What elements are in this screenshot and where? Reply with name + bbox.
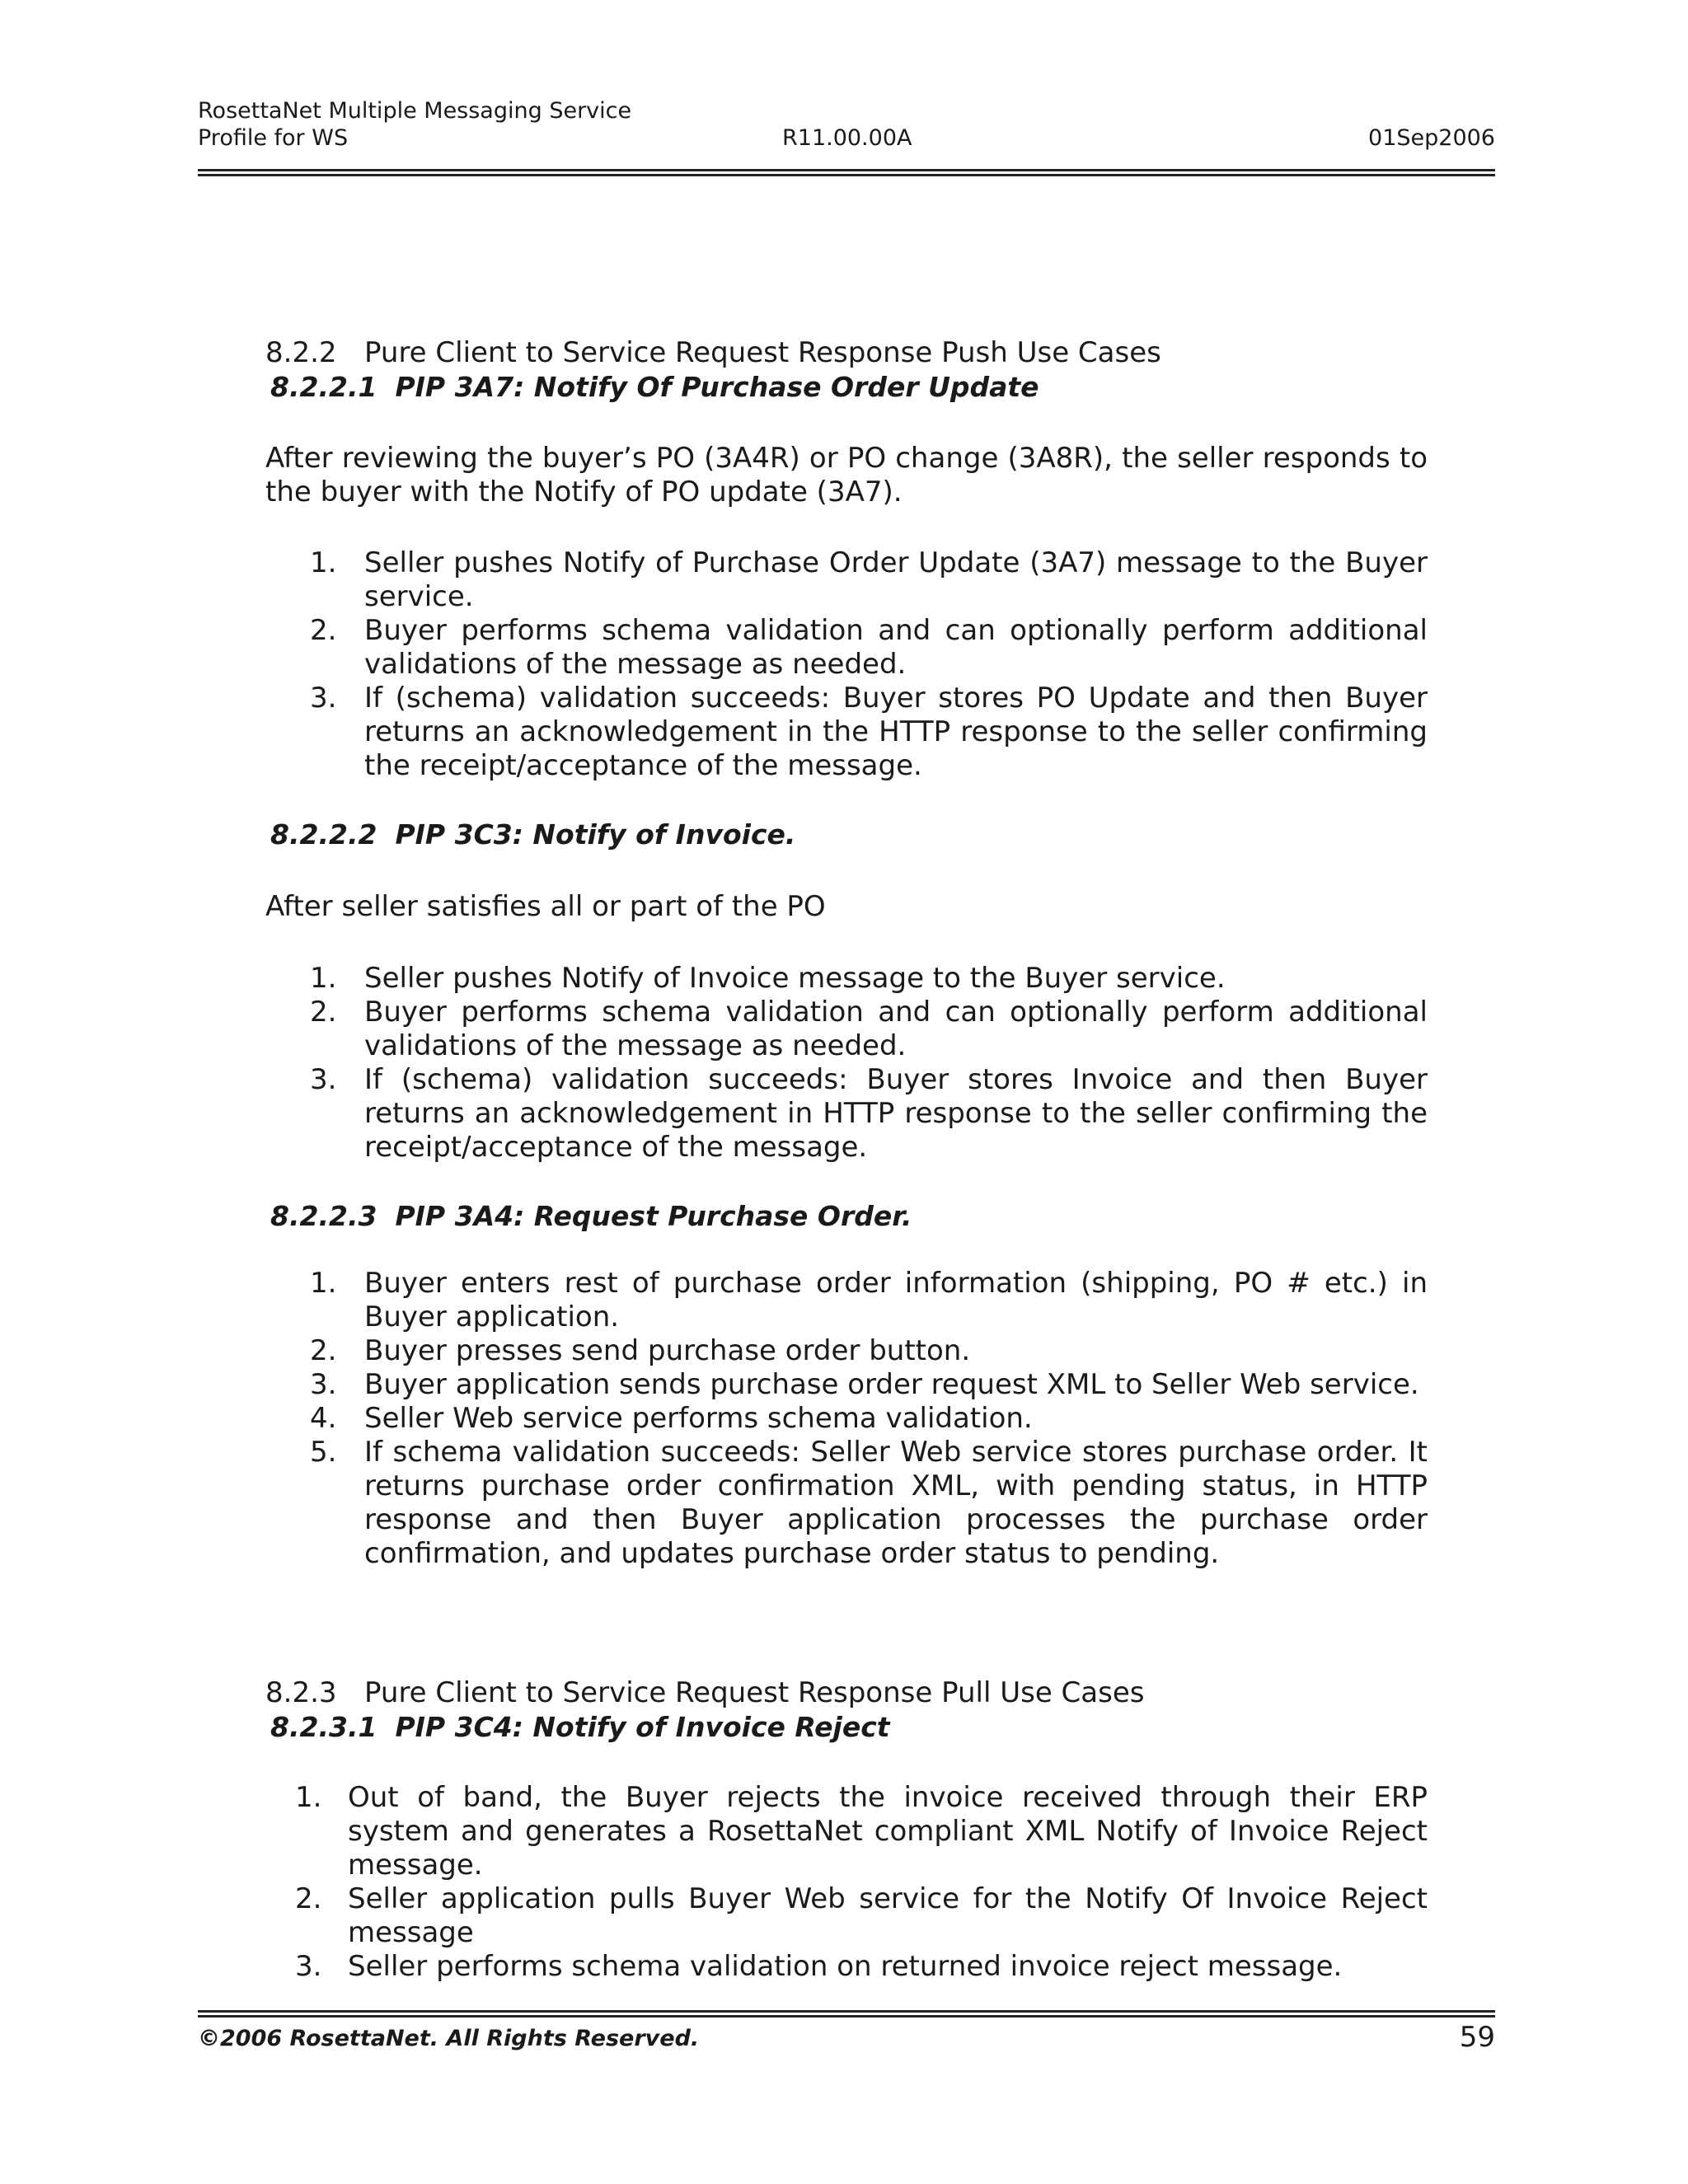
list-item <box>265 682 1428 783</box>
list-marker: 2. <box>310 1334 337 1367</box>
section-title: Pure Client to Service Request Response Push Use Cases <box>364 336 1161 369</box>
header-document-title <box>198 97 631 152</box>
section-heading-8-2-3 <box>265 1676 1144 1710</box>
subsection-number: 8.2.2.1 <box>270 371 377 403</box>
list-marker: 2. <box>295 1882 322 1915</box>
list-marker: 2. <box>310 614 337 647</box>
list-item-text: Buyer performs schema validation and can optionally perform additional validations of the message as needed. <box>364 614 1428 681</box>
page-footer <box>198 2021 1495 2054</box>
subsection-title: PIP 3C4: Notify of Invoice Reject <box>395 1711 890 1743</box>
list-marker: 1. <box>310 962 337 995</box>
list-item-text: If (schema) validation succeeds: Buyer stores PO Update and then Buyer returns an acknowledgement in the HTTP response to the seller confirming the receipt/acceptance of the message. <box>364 682 1428 782</box>
list-marker: 1. <box>310 546 337 579</box>
list-item-text: Buyer application sends purchase order request XML to Seller Web service. <box>364 1368 1419 1401</box>
list-marker: 5. <box>310 1436 337 1469</box>
steps-list-3c4 <box>265 1781 1428 1984</box>
header-divider <box>198 169 1495 176</box>
list-item <box>265 1882 1428 1950</box>
section-number: 8.2.3 <box>265 1676 337 1709</box>
steps-list-3a7 <box>265 546 1428 783</box>
list-item <box>265 1368 1428 1402</box>
list-item-text: Seller performs schema validation on returned invoice reject message. <box>348 1950 1343 1983</box>
list-item-text: Seller pushes Notify of Purchase Order Update (3A7) message to the Buyer service. <box>364 546 1428 613</box>
list-item <box>265 1950 1428 1984</box>
list-item <box>265 1063 1428 1165</box>
list-marker: 2. <box>310 996 337 1029</box>
subsection-heading-8-2-2-1 <box>270 370 1039 404</box>
list-item-text: Out of band, the Buyer rejects the invoice received through their ERP system and generates a RosettaNet compliant XML Notify of Invoice Reject message. <box>348 1781 1428 1882</box>
list-item <box>265 1781 1428 1882</box>
list-item-text: If (schema) validation succeeds: Buyer stores Invoice and then Buyer returns an acknowledgement in HTTP response to the seller confirming the receipt/acceptance of the message. <box>364 1063 1428 1164</box>
list-marker: 1. <box>295 1781 322 1814</box>
header-date: 01Sep2006 <box>1368 125 1495 151</box>
section-heading-8-2-2 <box>265 336 1161 370</box>
list-item <box>265 962 1428 996</box>
steps-list-3c3 <box>265 962 1428 1165</box>
subsection-number: 8.2.3.1 <box>270 1711 377 1743</box>
list-marker: 3. <box>310 682 337 715</box>
list-item <box>265 546 1428 614</box>
list-item <box>265 996 1428 1063</box>
subsection-heading-8-2-3-1 <box>270 1710 890 1744</box>
list-marker: 1. <box>310 1267 337 1300</box>
subsection-heading-8-2-2-3 <box>270 1199 912 1233</box>
header-title-line2: Profile for WS <box>198 125 349 151</box>
footer-copyright: ©2006 RosettaNet. All Rights Reserved. <box>198 2026 700 2051</box>
list-item-text: Buyer performs schema validation and can optionally perform additional validations of the message as needed. <box>364 996 1428 1062</box>
list-item <box>265 1402 1428 1436</box>
list-item-text: Seller application pulls Buyer Web service for the Notify Of Invoice Reject message <box>348 1882 1428 1949</box>
list-item <box>265 1436 1428 1571</box>
list-marker: 3. <box>310 1063 337 1096</box>
footer-divider <box>198 2010 1495 2018</box>
list-marker: 3. <box>310 1368 337 1401</box>
section-title: Pure Client to Service Request Response Pull Use Cases <box>364 1676 1145 1709</box>
list-item-text: Seller pushes Notify of Invoice message to the Buyer service. <box>364 962 1226 995</box>
subsection-title: PIP 3C3: Notify of Invoice. <box>395 818 796 851</box>
subsection-number: 8.2.2.2 <box>270 818 377 851</box>
list-item-text: Buyer presses send purchase order button. <box>364 1334 971 1367</box>
list-item <box>265 1334 1428 1368</box>
list-item <box>265 1267 1428 1334</box>
subsection-title: PIP 3A4: Request Purchase Order. <box>395 1200 912 1232</box>
subsection-title: PIP 3A7: Notify Of Purchase Order Update <box>395 371 1039 403</box>
page-number: 59 <box>1459 2021 1495 2054</box>
list-item-text: Seller Web service performs schema validation. <box>364 1402 1033 1435</box>
page-header <box>198 97 1495 155</box>
list-item-text: Buyer enters rest of purchase order information (shipping, PO # etc.) in Buyer application. <box>364 1267 1428 1333</box>
subsection-heading-8-2-2-2 <box>270 818 795 851</box>
header-version: R11.00.00A <box>782 125 912 151</box>
header-title-line1: RosettaNet Multiple Messaging Service <box>198 98 632 124</box>
list-item <box>265 614 1428 682</box>
list-item-text: If schema validation succeeds: Seller Web service stores purchase order. It returns purchase order confirmation XML, with pending status, in HTTP response and then Buyer application processes the purchase order confirmation, and updates purchase order status to pending. <box>364 1436 1428 1570</box>
subsection-number: 8.2.2.3 <box>270 1200 377 1232</box>
paragraph-3c3-intro: After seller satisfies all or part of the PO <box>265 890 826 923</box>
list-marker: 3. <box>295 1950 322 1983</box>
steps-list-3a4 <box>265 1267 1428 1571</box>
list-marker: 4. <box>310 1402 337 1435</box>
paragraph-3a7-intro: After reviewing the buyer’s PO (3A4R) or PO change (3A8R), the seller responds to the buyer with the Notify of PO update (3A7). <box>265 442 1428 509</box>
section-number: 8.2.2 <box>265 336 337 369</box>
